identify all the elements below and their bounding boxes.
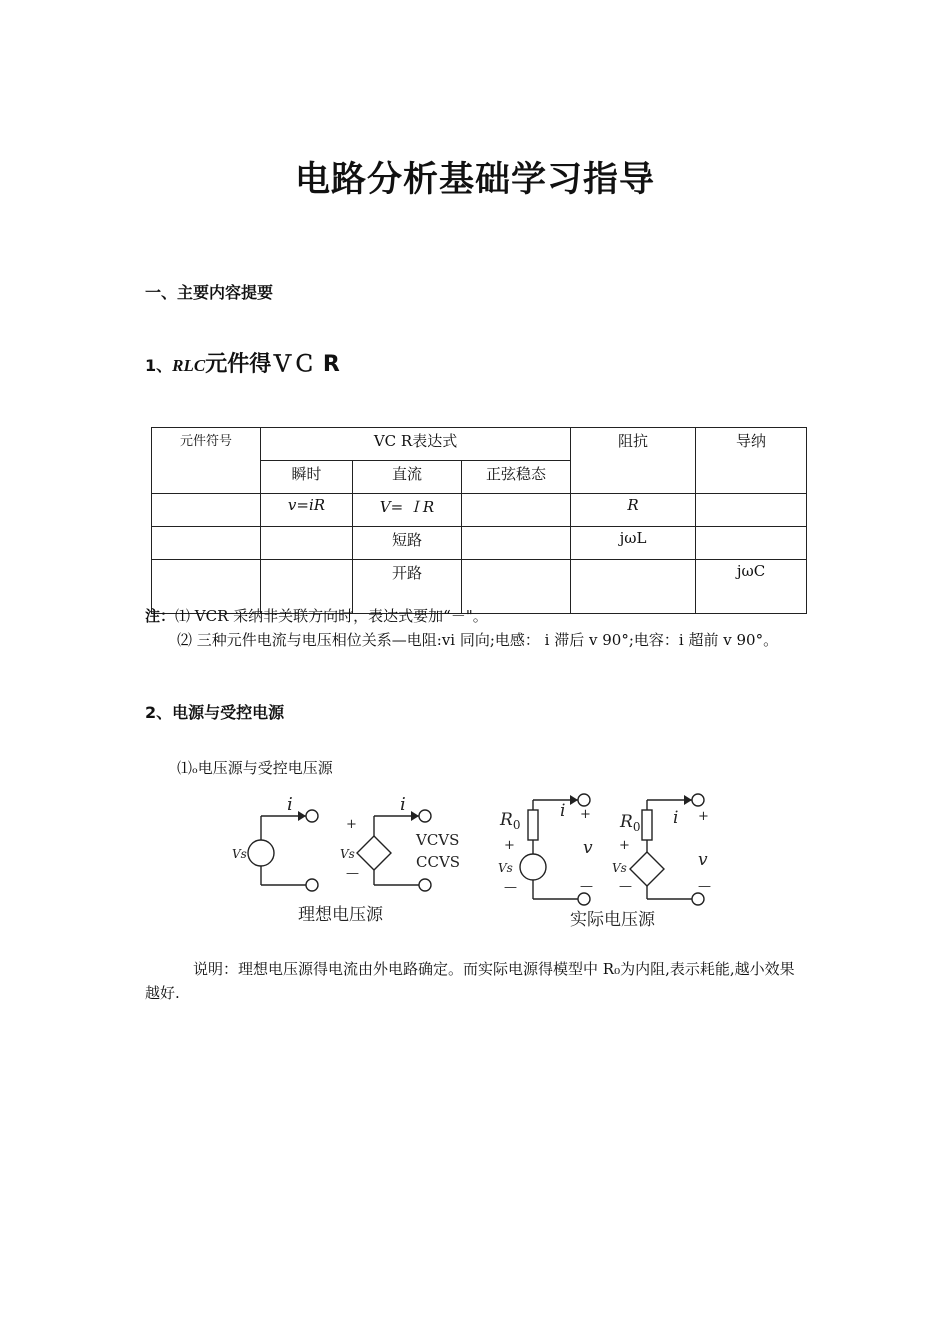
current-label: i	[287, 794, 293, 815]
section-text: 元件得ＶＣ R	[205, 352, 340, 377]
subsection-voltage-sources: ⑴ₒ电压源与受控电压源	[177, 759, 333, 777]
note-1-text: ⑴ VCR 采纳非关联方向时，表达式要加“－"。	[175, 607, 488, 625]
explanation-paragraph: 说明：理想电压源得电流由外电路确定。而实际电源得模型中 R₀为内阻,表示耗能,越小效果越好.	[145, 960, 795, 1002]
svg-text:v: v	[698, 850, 708, 870]
svg-text:+: +	[619, 838, 630, 853]
section-heading-sources: 2、电源与受控电源	[145, 703, 285, 722]
cell-l-dc: 短路	[353, 527, 462, 560]
vcvs-label: VCVS	[416, 831, 460, 849]
section-number: 1、	[145, 356, 173, 375]
svg-text:Vs: Vs	[612, 861, 627, 875]
note-1	[145, 604, 488, 628]
header-vcr: VC R表达式	[261, 428, 571, 461]
cell-r-instant: v=iR	[261, 494, 353, 527]
cell-c-impedance	[571, 560, 696, 614]
svg-text:Vs: Vs	[498, 861, 513, 875]
svg-text:—: —	[619, 879, 632, 894]
note-2: ⑵ 三种元件电流与电压相位关系—电阻:vi 同向;电感： i 滞后 v 90°;电容：i 超前 v 90°。	[177, 631, 779, 649]
header-impedance: 阻抗	[571, 428, 696, 494]
section-heading-vcr	[145, 347, 340, 378]
cell-r-impedance: R	[571, 494, 696, 527]
cell-c-admittance: jωC	[696, 560, 807, 614]
svg-text:+: +	[580, 807, 591, 822]
voltage-source-figure	[220, 790, 720, 940]
cell-r-dc: V= ＩR	[353, 494, 462, 527]
r0-label: $R_0$	[500, 810, 521, 832]
header-admittance: 导纳	[696, 428, 807, 494]
ccvs-label: CCVS	[416, 853, 461, 871]
cell-r-admittance	[696, 494, 807, 527]
svg-text:—: —	[504, 880, 517, 895]
cell-r-symbol	[152, 494, 261, 527]
voltage-source-symbol	[248, 840, 274, 866]
cell-l-impedance: jωL	[571, 527, 696, 560]
svg-text:i: i	[400, 794, 406, 815]
svg-text:+: +	[504, 838, 515, 853]
rlc-label: RLC	[172, 356, 206, 375]
cell-l-symbol	[152, 527, 261, 560]
cell-l-instant	[261, 527, 353, 560]
vs-label: Vs	[232, 847, 247, 861]
svg-text:—: —	[580, 879, 593, 894]
ideal-caption: 理想电压源	[298, 905, 383, 925]
svg-text:—: —	[698, 879, 711, 894]
cell-c-dc: 开路	[353, 560, 462, 614]
real-caption: 实际电压源	[570, 910, 655, 930]
vcr-table	[151, 427, 807, 614]
cell-l-admittance	[696, 527, 807, 560]
svg-text:i: i	[560, 801, 566, 821]
section-heading-main: 一、主要内容提要	[145, 283, 274, 302]
voltage-label: v	[583, 838, 593, 858]
cell-l-steady	[462, 527, 571, 560]
note-label: 注：	[145, 607, 176, 625]
header-instant: 瞬时	[261, 461, 353, 494]
svg-text:i: i	[673, 808, 679, 828]
cell-r-steady	[462, 494, 571, 527]
svg-text:Vs: Vs	[340, 847, 355, 861]
svg-text:R0: $R_0$	[620, 812, 641, 834]
header-symbol: 元件符号	[152, 428, 261, 494]
plus-sign: +	[346, 817, 357, 832]
header-dc: 直流	[353, 461, 462, 494]
page-title: 电路分析基础学习指导	[294, 160, 655, 200]
minus-sign: —	[346, 866, 359, 881]
controlled-source-symbol	[357, 836, 391, 870]
svg-text:+: +	[698, 809, 709, 824]
header-steady: 正弦稳态	[462, 461, 571, 494]
